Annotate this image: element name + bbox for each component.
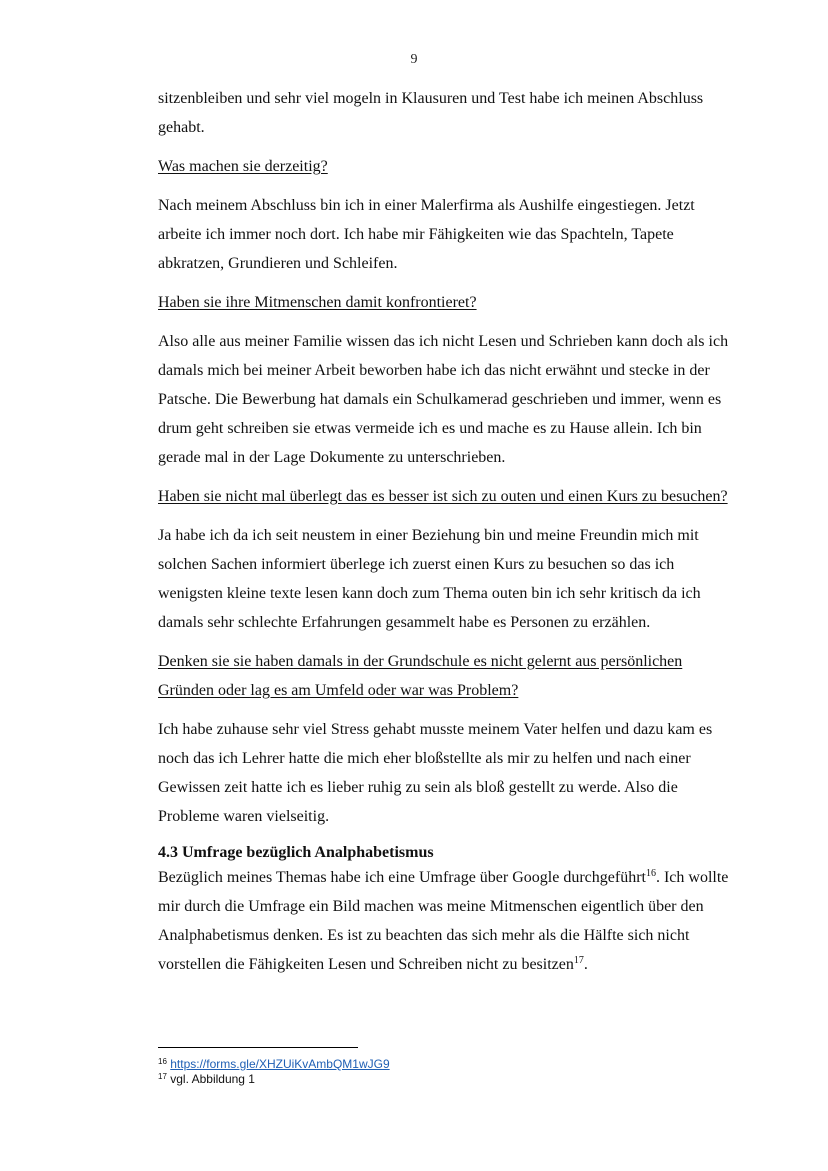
page-number: 9 bbox=[410, 52, 418, 67]
section-text-part: . Ich wollte mir durch die Umfrage ein Bild machen was meine Mitmenschen eigentlich über den Analphabetismus denken. Es ist zu beachten das sich mehr als die Hälfte sich nicht vorstellen die Fähigkeiten Lesen und Schreiben nicht zu besitzen bbox=[158, 869, 729, 973]
section-text-part: . bbox=[583, 956, 588, 973]
footnote-16 bbox=[158, 1057, 738, 1072]
footnotes bbox=[158, 1047, 738, 1087]
answer-paragraph: Also alle aus meiner Familie wissen das ich nicht Lesen und Schrieben kann doch als ich damals mich bei meiner Arbeit beworben habe ich das nicht erwähnt und stecke in der Patsche. Die Bewerbung hat damals ein Schulkamerad geschrieben und immer, wenn es drum geht schreiben sie etwas vermeide ich es und mache es zu Hause allein. Ich bin gerade mal in der Lage Dokumente zu unterschrieben. bbox=[158, 333, 729, 466]
footnote-text: vgl. Abbildung 1 bbox=[170, 1072, 255, 1086]
interview-question: Haben sie nicht mal überlegt das es besser ist sich zu outen und einen Kurs zu besuchen? bbox=[158, 488, 728, 505]
body-content bbox=[158, 84, 738, 979]
footnote-ref[interactable]: 16 bbox=[645, 868, 656, 879]
interview-question: Denken sie sie haben damals in der Grundschule es nicht gelernt aus persönlichen Gründen oder lag es am Umfeld oder war was Problem? bbox=[158, 653, 683, 699]
answer-paragraph: Ja habe ich da ich seit neustem in einer Beziehung bin und meine Freundin mich mit solchen Sachen informiert überlege ich zuerst einen Kurs zu besuchen so das ich wenigsten kleine texte lesen kann doch zum Thema outen bin ich sehr kritisch da ich damals sehr schlechte Erfahrungen gesammelt habe es Personen zu erzählen. bbox=[158, 527, 701, 631]
survey-link[interactable]: https://forms.gle/XHZUiKvAmbQM1wJG9 bbox=[170, 1057, 390, 1071]
interview-question: Was machen sie derzeitig? bbox=[158, 158, 328, 175]
answer-paragraph: Nach meinem Abschluss bin ich in einer Malerfirma als Aushilfe eingestiegen. Jetzt arbeite ich immer noch dort. Ich habe mir Fähigkeiten wie das Spachteln, Tapete abkratzen, Grundieren und Schleifen. bbox=[158, 197, 695, 272]
footnote-ref[interactable]: 17 bbox=[573, 955, 584, 966]
section-heading: 4.3 Umfrage bezüglich Analphabetismus bbox=[158, 844, 434, 861]
footnote-number: 16 bbox=[158, 1057, 167, 1066]
section-text-part: Bezüglich meines Themas habe ich eine Umfrage über Google durchgeführt bbox=[158, 869, 646, 886]
interview-question: Haben sie ihre Mitmenschen damit konfrontieret? bbox=[158, 294, 477, 311]
section-paragraph bbox=[158, 863, 738, 979]
footnote-17 bbox=[158, 1072, 738, 1087]
footnote-number: 17 bbox=[158, 1072, 167, 1081]
answer-paragraph: sitzenbleiben und sehr viel mogeln in Klausuren und Test habe ich meinen Abschluss gehabt. bbox=[158, 90, 704, 136]
footnote-separator bbox=[158, 1047, 358, 1048]
answer-paragraph: Ich habe zuhause sehr viel Stress gehabt musste meinem Vater helfen und dazu kam es noch das ich Lehrer hatte die mich eher bloßstellte als mir zu helfen und nach einer Gewissen zeit hatte ich es lieber ruhig zu sein als bloß gestellt zu werde. Also die Probleme waren vielseitig. bbox=[158, 721, 713, 825]
